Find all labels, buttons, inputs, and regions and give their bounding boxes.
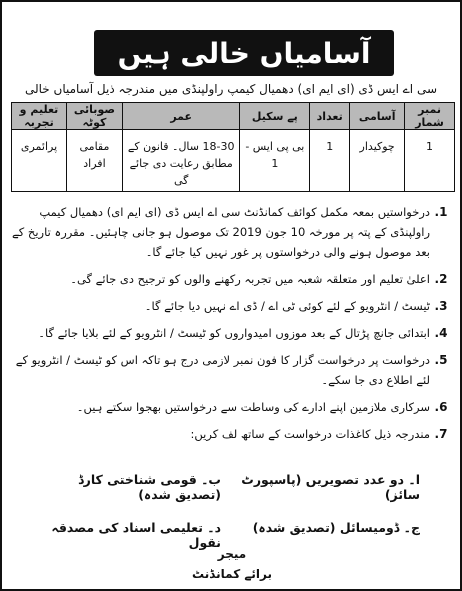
document-item: د۔ تعلیمی اسناد کی مصدقہ نقول: [51, 520, 221, 550]
page-title: آسامیاں خالی ہیں: [94, 30, 394, 76]
document-item: ج۔ ڈومیسائل (تصدیق شدہ): [252, 520, 420, 535]
cell-age: 18-30 سال۔ قانون کے مطابق رعایت دی جائے گی: [122, 130, 240, 192]
column-header: آسامی: [350, 103, 405, 130]
list-item: [12, 296, 452, 316]
cell-quota: مقامی افراد: [66, 130, 122, 192]
list-item: [12, 323, 452, 343]
column-header: صوبائی کوٹہ: [66, 103, 122, 130]
cell-post: چوکیدار: [350, 130, 405, 192]
item-text: درخواست پر درخواست گزار کا فون نمبر لازمی درج ہو تاکہ اس کو ٹیسٹ / انٹرویو کے لئے اطلاع دی جا سکے۔: [15, 353, 430, 387]
vacancy-table: [11, 102, 455, 192]
item-number: 7.: [434, 427, 448, 441]
cell-serial: 1: [405, 130, 455, 192]
item-number: 1.: [434, 205, 448, 219]
required-documents: [42, 472, 420, 550]
cell-pay-scale: بی پی ایس - 1: [240, 130, 310, 192]
instructions-list: [12, 202, 452, 451]
list-item: [12, 269, 452, 289]
intro-text: سی اے ایس ڈی (ای ایم ای) دھمیال کیمپ راولپنڈی میں مندرجہ ذیل آسامیاں خالی: [24, 82, 438, 96]
signatory-for: برائے کمانڈنٹ: [192, 567, 272, 581]
item-text: ابتدائی جانچ پڑتال کے بعد موزوں امیدواروں کو ٹیسٹ / انٹرویو کے لئے بلایا جائے گا۔: [38, 326, 430, 340]
signature-block: [152, 544, 312, 584]
column-header: عمر: [122, 103, 240, 130]
table-header-row: [12, 103, 455, 130]
document-item: ا۔ دو عدد تصویریں (پاسپورٹ سائز): [241, 472, 420, 502]
signatory-rank: میجر: [217, 547, 247, 561]
item-text: ٹیسٹ / انٹرویو کے لئے کوئی ٹی اے / ڈی اے نہیں دیا جائے گا۔: [144, 299, 430, 313]
item-number: 4.: [434, 326, 448, 340]
item-text: سرکاری ملازمین اپنے ادارے کی وساطت سے درخواستیں بھجوا سکتے ہیں۔: [76, 400, 430, 414]
column-header: تعلیم و تجربہ: [12, 103, 67, 130]
item-number: 6.: [434, 400, 448, 414]
item-text: اعلیٰ تعلیم اور متعلقہ شعبہ میں تجربہ رکھنے والوں کو ترجیح دی جائے گی۔: [70, 272, 430, 286]
item-text: مندرجہ ذیل کاغذات درخواست کے ساتھ لف کریں:: [190, 427, 430, 441]
cell-count: 1: [310, 130, 350, 192]
list-item: [12, 424, 452, 444]
list-item: [12, 397, 452, 417]
item-number: 5.: [434, 353, 448, 367]
column-header: نمبر شمار: [405, 103, 455, 130]
item-text: درخواستیں بمعہ مکمل کوائف کمانڈنٹ سی اے ایس ڈی (ای ایم ای) دھمیال کیمپ راولپنڈی کے پتہ پر مورخہ 10 جون 2019 تک موصول ہو جانی چاہئیں۔ مقررہ تاریخ کے بعد موصول ہونے والی درخواستوں پر غور نہیں کیا جائے گا۔: [12, 205, 430, 259]
column-header: تعداد: [310, 103, 350, 130]
item-number: 2.: [434, 272, 448, 286]
table-row: [12, 130, 455, 192]
document-item: ب۔ قومی شناختی کارڈ (تصدیق شدہ): [78, 472, 221, 502]
column-header: پے سکیل: [240, 103, 310, 130]
list-item: [12, 350, 452, 390]
item-number: 3.: [434, 299, 448, 313]
cell-education: پرائمری: [12, 130, 67, 192]
list-item: [12, 202, 452, 262]
